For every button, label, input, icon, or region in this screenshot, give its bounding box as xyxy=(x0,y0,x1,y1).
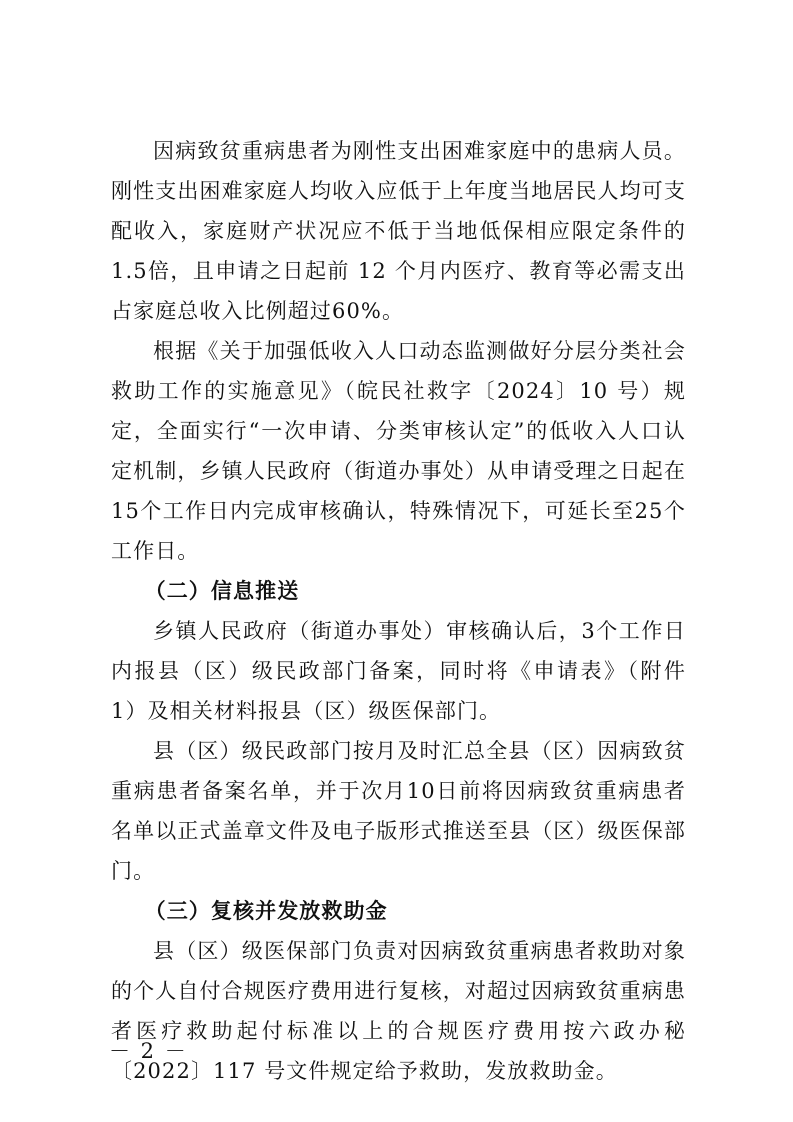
section-heading-review-payment: （三）复核并发放救助金 xyxy=(144,899,388,923)
section-heading-info-push: （二）信息推送 xyxy=(144,579,300,603)
document-body xyxy=(111,131,686,1091)
paragraph-review-mechanism: 根据《关于加强低收入人口动态监测做好分层分类社会救助工作的实施意见》（皖民社救字〔2024〕10 号）规定，全面实行“一次申请、分类审核认定”的低收入人口认定机制，乡镇人民政府（街道办事处）从申请受理之日起在15个工作日内完成审核确认，特殊情况下，可延长至25个工作日。 xyxy=(111,339,686,563)
page-number: － 2 － xyxy=(109,1039,188,1063)
paragraph-monthly-summary: 县（区）级民政部门按月及时汇总全县（区）因病致贫重病患者备案名单，并于次月10日前将因病致贫重病患者名单以正式盖章文件及电子版形式推送至县（区）级医保部门。 xyxy=(111,739,686,883)
paragraph-payment: 县（区）级医保部门负责对因病致贫重病患者救助对象的个人自付合规医疗费用进行复核，对超过因病致贫重病患者医疗救助起付标准以上的合规医疗费用按六政办秘〔2022〕117 号文件规定给予救助，发放救助金。 xyxy=(111,939,686,1083)
paragraph-filing: 乡镇人民政府（街道办事处）审核确认后，3个工作日内报县（区）级民政部门备案，同时将《申请表》（附件 1）及相关材料报县（区）级医保部门。 xyxy=(111,619,686,723)
paragraph-eligibility: 因病致贫重病患者为刚性支出困难家庭中的患病人员。刚性支出困难家庭人均收入应低于上年度当地居民人均可支配收入，家庭财产状况应不低于当地低保相应限定条件的1.5倍，且申请之日起前 12 个月内医疗、教育等必需支出占家庭总收入比例超过60%。 xyxy=(111,139,686,323)
